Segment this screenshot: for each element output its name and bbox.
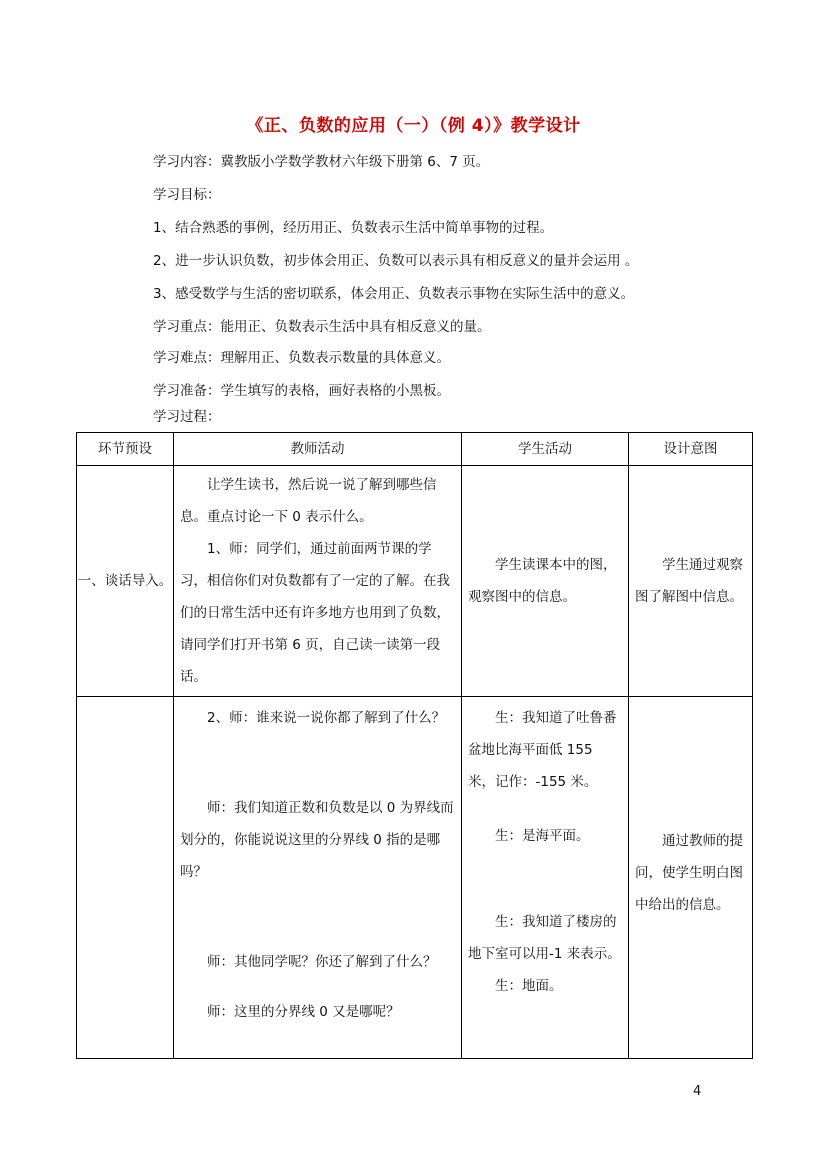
stage-cell (77, 697, 174, 1059)
page-number: 4 (693, 1084, 702, 1099)
study-goals-heading: 学习目标： (153, 187, 221, 203)
goal-2: 2、进一步认识负数，初步体会用正、负数可以表示具有相反意义的量并会运用 。 (153, 253, 639, 269)
study-content: 学习内容：冀教版小学数学教材六年级下册第 6、7 页。 (153, 154, 490, 170)
document-title: 《正、负数的应用（一）（例 4）》教学设计 (246, 116, 581, 136)
teacher-text: 师：这里的分界线 0 又是哪呢？ (207, 1004, 400, 1020)
intent-cell (629, 466, 753, 697)
goal-3: 3、感受数学与生活的密切联系，体会用正、负数表示事物在实际生活中的意义。 (153, 286, 635, 302)
teacher-text: 1、师：同学们，通过前面两节课的学习，相信你们对负数都有了一定的了解。在我们的日常生活中还有许多地方也用到了负数，请同学们打开书第 6 页，自己读一读第一段话。 (180, 541, 450, 685)
preparation: 学习准备：学生填写的表格，画好表格的小黑板。 (153, 383, 450, 399)
teacher-cell (174, 466, 462, 697)
lesson-table (76, 432, 753, 1059)
table-row (77, 697, 753, 1059)
student-text: 生：我知道了楼房的地下室可以用-1 来表示。 (468, 914, 621, 962)
stage-cell: 一、谈话导入。 (77, 466, 174, 697)
student-cell (462, 466, 629, 697)
teacher-cell (174, 697, 462, 1059)
teacher-text: 师：其他同学呢？你还了解到了什么？ (207, 954, 437, 970)
table-row (77, 466, 753, 697)
header-student: 学生活动 (462, 433, 629, 466)
student-text: 生：地面。 (495, 978, 563, 994)
student-text: 学生读课本中的图，观察图中的信息。 (468, 557, 617, 605)
student-text: 生：我知道了吐鲁番盆地比海平面低 155 米，记作：-155 米。 (468, 710, 617, 790)
goal-1: 1、结合熟悉的事例，经历用正、负数表示生活中简单事物的过程。 (153, 220, 554, 236)
key-point: 学习重点：能用正、负数表示生活中具有相反意义的量。 (153, 319, 491, 335)
difficult-point: 学习难点：理解用正、负数表示数量的具体意义。 (153, 350, 450, 366)
teacher-text: 2、师：谁来说一说你都了解到了什么？ (207, 710, 446, 726)
intent-text: 通过教师的提问，使学生明白图中给出的信息。 (635, 833, 743, 913)
student-text: 生：是海平面。 (495, 828, 590, 844)
header-intent: 设计意图 (629, 433, 753, 466)
header-teacher: 教师活动 (174, 433, 462, 466)
teacher-text: 师：我们知道正数和负数是以 0 为界线而划分的，你能说说这里的分界线 0 指的是哪吗？ (180, 800, 454, 880)
header-stage: 环节预设 (77, 433, 174, 466)
student-cell (462, 697, 629, 1059)
process-heading: 学习过程： (153, 409, 221, 425)
intent-cell (629, 697, 753, 1059)
table-header-row (77, 433, 753, 466)
teacher-text: 让学生读书，然后说一说了解到哪些信息。重点讨论一下 0 表示什么。 (180, 477, 437, 525)
intent-text: 学生通过观察图了解图中信息。 (635, 557, 743, 605)
